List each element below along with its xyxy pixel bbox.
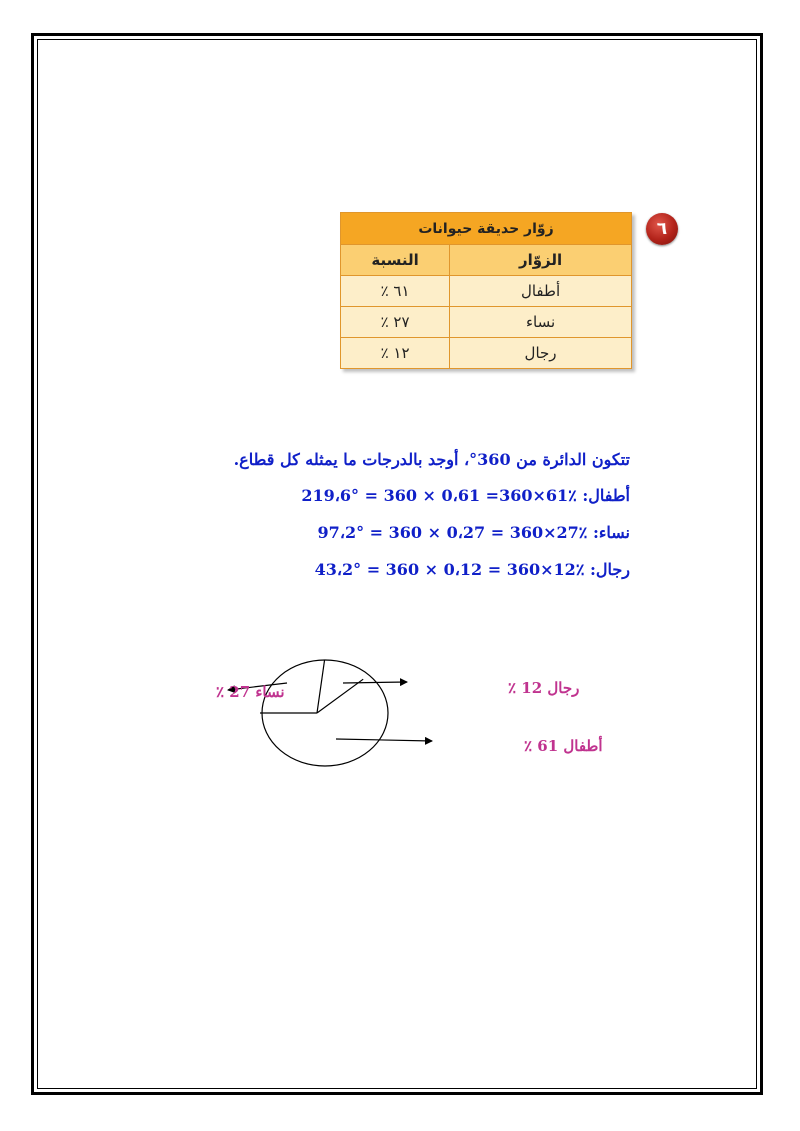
exercise-number-badge: ٦ [646, 213, 678, 245]
slice-label-women: نساء 27 ٪ [216, 683, 285, 701]
arrow-men [343, 682, 407, 683]
table-title: زوّار حديقة حيوانات [341, 213, 632, 245]
cell-visitors: نساء [450, 307, 632, 338]
solution-label: رجال: [584, 560, 630, 579]
cell-percent: ٦١ ٪ [341, 276, 450, 307]
solution-intro: تتكون الدائرة من 360°، أوجد بالدرجات ما يمثله كل قطاع. [233, 450, 630, 469]
cell-percent: ١٢ ٪ [341, 338, 450, 369]
cell-percent: ٢٧ ٪ [341, 307, 450, 338]
pie-radius-line [317, 660, 325, 713]
slice-label-children: أطفال 61 ٪ [524, 737, 603, 755]
cell-visitors: أطفال [450, 276, 632, 307]
solution-calc: 12٪×360 = 0،12 × 360 = 43،2° [314, 560, 585, 579]
solution-label: نساء: [587, 523, 630, 542]
header-percent: النسبة [341, 245, 450, 276]
solution-label: أطفال: [576, 486, 630, 505]
pie-radius-line [317, 679, 363, 713]
slice-label-men: رجال 12 ٪ [508, 679, 580, 697]
cell-visitors: رجال [450, 338, 632, 369]
solution-calc: 27٪×360 = 0،27 × 360 = 97،2° [317, 523, 588, 542]
arrow-children [336, 739, 432, 741]
solution-calc: 61٪×360= 0،61 × 360 = 219،6° [301, 486, 577, 505]
header-visitors: الزوّار [450, 245, 632, 276]
